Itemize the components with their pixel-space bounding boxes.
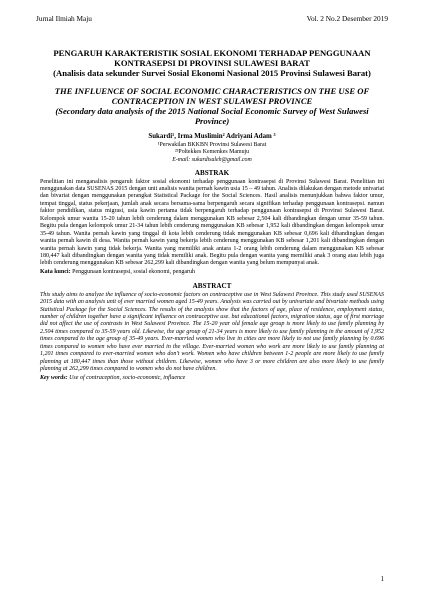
abstract-keywords-label: Key words: xyxy=(40,374,68,381)
page-number: 1 xyxy=(380,575,384,583)
abstract-heading: ABSTRACT xyxy=(192,282,232,291)
abstrak-keywords-label: Kata kunci: xyxy=(40,268,71,275)
title-indonesian: PENGARUH KARAKTERISTIK SOSIAL EKONOMI TERHADAP PENGGUNAAN KONTRASEPSI DI PROVINSI SULAWESI BARAT xyxy=(53,48,371,69)
affiliation-2: ²³Poltekkes Kemenkes Mamuju xyxy=(174,149,250,156)
abstrak-heading: ABSTRAK xyxy=(194,169,230,178)
abstrak-keywords-value: Penggunaan kontrasepsi, sosial ekonomi, pengaruh xyxy=(70,268,196,275)
abstrak-keywords xyxy=(40,269,384,276)
abstract-keywords-value: Use of contraception, socio-economic, influence xyxy=(67,374,186,381)
title-english: THE INFLUENCE OF SOCIAL ECONOMIC CHARACTERISTICS ON THE USE OF CONTRACEPTION IN WEST SULAWESI PROVINCE xyxy=(54,85,370,106)
abstrak-text: Penelitian ini menganalisis pengaruh faktor sosial ekonomi terhadap penggunaan kontrasepsi di Provinsi Sulawesi Barat. Penelitian ini menggunakan data SUSENAS 2015 dengan unit analisis wanita pernah kawin usia 15 – 49 tahun. Analisis dilakukan dengan metode univariat dan bivariat dengan menggunakan perangkat Statistical Package for the Social Sciences. Hasil analisis menunjukkan bahwa faktor umur, tempat tinggal, status pekerjaan, jumlah anak secara bersama-sama berpengaruh secara signifikan terhadap penggunaan kontrasepsi. namun faktor pendidikan, status migrasi, usia kawin pertama tidak berpengaruh terhadap penggunaan kontrasepsi di Provinsi Sulawesi Barat. Kelompok umur wanita 15-20 tahun lebih cenderung dalam menggunakan KB sebesar 2,504 kali dibandingkan dengan umur 35-59 tahun. Begitu pula dengan kelompok umur 21-34 tahun lebih cenderung menggunakan KB sebesar 1,952 kali dibandingkan dengan kelompok umur 35-49 tahun. Wanita pernah kawin yang tinggal di kota lebih cenderung tidak menggunakan KB sebesar 0,696 kali dibandingkan dengan wanita pernah kawin di desa. Wanita pernah kawin yang bekerja lebih cenderung menggunakan KB sebesar 1,201 kali dibandingkan dengan wanita pernah kawin yang tidak bekerja. Wanita yang memiliki anak antara 1-2 orang lebih cenderung dalam menggunakan KB sebesar 180,447 kali dibandingkan dengan wanita yang tidak memiliki anak. Begitu pula dengan wanita yang memiliki anak 3 orang atau lebih juga lebih cenderung menggunakan KB sebesar 262,299 kali dibandingkan dengan wanita yang belum mempunyai anak. xyxy=(40,178,384,267)
running-header xyxy=(36,14,388,26)
journal-name: Jurnal Ilmiah Maju xyxy=(36,14,92,23)
abstract-keywords xyxy=(40,375,384,382)
authors: Sukardi¹, Irma Muslimin² Adriyani Adam ³ xyxy=(148,133,276,141)
journal-issue: Vol. 2 No.2 Desember 2019 xyxy=(306,14,388,23)
abstract-text: This study aims to analyze the influence of socio-economic factors on contraceptive use in West Sulawesi Province. This study used SUSENAS 2015 data with an analysis unit of ever married women aged 15-49 years. Analysis was carried out by univariate and bivariate methods using Statistical Package for the Social Sciences. The results of the analysis show that the factors of age, place of residence, employment status, number of children together have a significant influence on contraceptive use. but educational factors, migration status, age of first marriage did not affect the use of contrasts in West Sulawesi Province. The 15-20 year old female age group is more likely to use family planning by 2.504 times compared to 35-59 years old. Likewise, the age group of 21-34 years is more likely to use family planning in the amount of 1,952 times compared to the age group of 35-49 years. Ever-married women who live in cities are more likely to not use family planning by 0.696 times compared to women who have ever married in the village. Ever-married women who work are more likely to use family planning at 1,201 times compared to ever-married women who don't work. Women who have children between 1-2 people are more likely to use family planning at 180,447 times than those without children. Likewise, women who have 3 or more children are also more likely to use family planning at 262,299 times compared to women who do not have children. xyxy=(40,291,384,373)
article-front-matter xyxy=(40,48,384,382)
subtitle-indonesian: (Analisis data sekunder Survei Sosial Ekonomi Nasional 2015 Provinsi Sulawesi Barat) xyxy=(53,68,371,79)
author-email: E-mail: sukardisaleh@gmail.com xyxy=(172,157,252,164)
affiliation-1: ¹Perwakilan BKKBN Provinsi Sulawesi Barat xyxy=(157,141,267,148)
subtitle-english: (Secondary data analysis of the 2015 National Social Economic Survey of West Sulawesi Province) xyxy=(55,106,369,127)
